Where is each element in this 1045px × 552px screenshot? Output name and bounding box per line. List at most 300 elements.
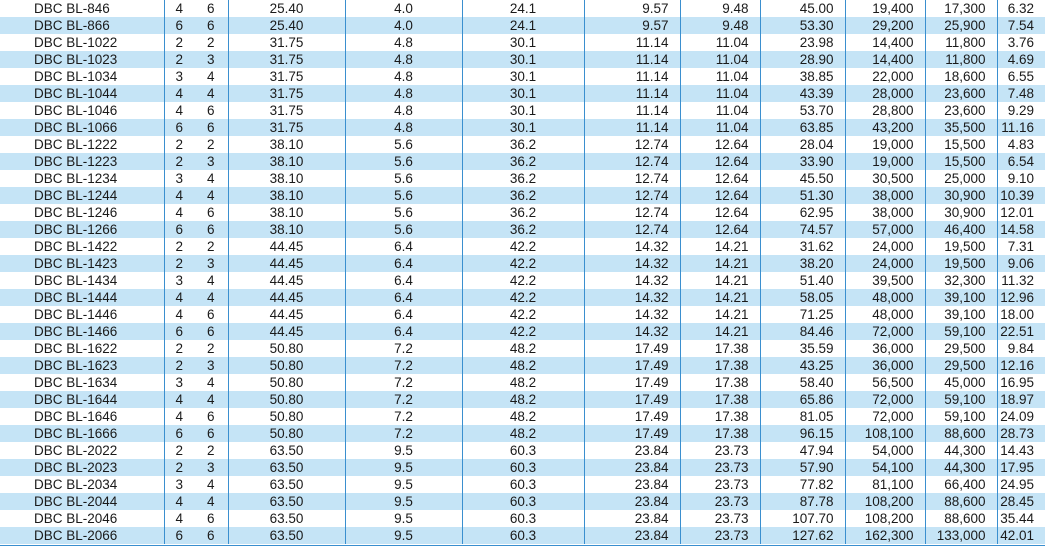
cell-lacing-b: 4 [194, 85, 228, 102]
cell-lacing-a: 6 [164, 119, 194, 136]
cell-lacing-a: 2 [164, 51, 194, 68]
cell-working-load: 25,900 [925, 17, 997, 34]
cell-pin-diameter: 14.32 [584, 238, 680, 255]
cell-tensile-strength: 22,000 [845, 68, 925, 85]
cell-pin-diameter: 9.57 [584, 17, 680, 34]
cell-pin-length: 23.73 [680, 527, 760, 544]
cell-overall-width: 57.90 [760, 459, 845, 476]
cell-link-plate-thickness: 5.6 [345, 153, 462, 170]
cell-tensile-strength: 72,000 [845, 391, 925, 408]
cell-tensile-strength: 108,200 [845, 493, 925, 510]
cell-link-plate-thickness: 4.8 [345, 68, 462, 85]
cell-lacing-b: 3 [194, 255, 228, 272]
cell-overall-width: 51.40 [760, 272, 845, 289]
cell-lacing-b: 6 [194, 17, 228, 34]
cell-pin-diameter: 12.74 [584, 221, 680, 238]
cell-lacing-a: 2 [164, 459, 194, 476]
table-row [0, 289, 1045, 306]
cell-chain-no: DBC BL-1022 [34, 35, 118, 50]
cell-pin-length: 11.04 [680, 102, 760, 119]
cell-pin-length: 14.21 [680, 255, 760, 272]
table-row [0, 527, 1045, 544]
table-row [0, 51, 1045, 68]
cell-overall-width: 127.62 [760, 527, 845, 544]
cell-chain-no: DBC BL-1644 [0, 391, 164, 408]
cell-pin-length: 12.64 [680, 204, 760, 221]
cell-weight: 24.95 [997, 476, 1045, 493]
cell-pin-length: 14.21 [680, 306, 760, 323]
cell-weight: 18.00 [997, 306, 1045, 323]
cell-overall-width: 43.39 [760, 85, 845, 102]
cell-lacing-a: 4 [164, 289, 194, 306]
cell-pitch: 31.75 [228, 68, 345, 85]
cell-chain-no: DBC BL-1246 [34, 205, 118, 220]
cell-weight: 12.01 [997, 204, 1045, 221]
cell-working-load: 23,600 [925, 85, 997, 102]
cell-pin-length: 17.38 [680, 391, 760, 408]
cell-overall-width: 77.82 [760, 476, 845, 493]
cell-link-plate-thickness: 7.2 [345, 357, 462, 374]
cell-lacing-b: 6 [194, 221, 228, 238]
cell-pin-diameter: 23.84 [584, 527, 680, 544]
cell-tensile-strength: 81,100 [845, 476, 925, 493]
cell-lacing-b: 2 [206, 443, 215, 458]
cell-plate-height: 36.2 [462, 153, 584, 170]
cell-lacing-a: 4 [164, 306, 194, 323]
cell-pin-diameter: 23.84 [584, 442, 680, 459]
cell-working-load: 32,300 [925, 272, 997, 289]
table-row [0, 442, 1045, 459]
cell-pin-length: 17.38 [680, 340, 760, 357]
cell-tensile-strength: 54,100 [845, 459, 925, 476]
cell-plate-height: 60.3 [462, 459, 584, 476]
cell-pitch: 63.50 [228, 527, 345, 544]
cell-weight: 9.06 [997, 255, 1045, 272]
cell-plate-height: 60.3 [462, 476, 584, 493]
cell-link-plate-thickness: 9.5 [345, 459, 462, 476]
table-row [0, 476, 1045, 493]
cell-pin-diameter: 12.74 [584, 187, 680, 204]
cell-lacing-a: 4 [164, 85, 194, 102]
cell-link-plate-thickness: 7.2 [345, 374, 462, 391]
cell-pin-length: 11.04 [680, 85, 760, 102]
cell-tensile-strength: 19,400 [845, 0, 925, 17]
cell-pitch: 31.75 [228, 85, 345, 102]
cell-plate-height: 36.2 [462, 136, 584, 153]
cell-overall-width: 43.25 [760, 357, 845, 374]
cell-tensile-strength: 39,500 [845, 272, 925, 289]
cell-overall-width: 28.90 [760, 51, 845, 68]
cell-link-plate-thickness: 4.0 [345, 0, 462, 17]
cell-chain-no: DBC BL-1223 [0, 153, 164, 170]
cell-lacing-b: 2 [206, 137, 215, 152]
cell-working-load: 39,100 [925, 289, 997, 306]
cell-pin-length: 23.73 [680, 442, 760, 459]
cell-pitch: 38.10 [228, 153, 345, 170]
cell-pin-diameter: 23.84 [584, 493, 680, 510]
cell-overall-width: 65.86 [760, 391, 845, 408]
table-row [0, 102, 1045, 119]
cell-lacing-b: 3 [194, 357, 228, 374]
cell-pitch: 44.45 [228, 289, 345, 306]
cell-plate-height: 42.2 [462, 289, 584, 306]
cell-tensile-strength: 30,500 [845, 170, 925, 187]
cell-link-plate-thickness: 6.4 [345, 238, 462, 255]
cell-lacing-a: 3 [164, 68, 194, 85]
cell-tensile-strength: 72,000 [845, 323, 925, 340]
cell-plate-height: 30.1 [462, 85, 584, 102]
cell-link-plate-thickness: 9.5 [345, 493, 462, 510]
cell-plate-height: 48.2 [462, 425, 584, 442]
cell-pin-length: 17.38 [680, 357, 760, 374]
cell-lacing-b: 4 [206, 171, 215, 186]
cell-weight: 14.58 [997, 221, 1045, 238]
cell-lacing-b: 2 [206, 35, 215, 50]
cell-overall-width: 96.15 [760, 425, 845, 442]
cell-working-load: 59,100 [925, 408, 997, 425]
cell-working-load: 88,600 [925, 493, 997, 510]
cell-overall-width: 38.20 [760, 255, 845, 272]
cell-lacing-a: 4 [164, 510, 194, 527]
cell-chain-no: DBC BL-1446 [34, 307, 118, 322]
cell-chain-no: DBC BL-1234 [34, 171, 118, 186]
cell-tensile-strength: 29,200 [845, 17, 925, 34]
cell-weight: 9.84 [997, 340, 1045, 357]
table-row [0, 340, 1045, 357]
cell-plate-height: 60.3 [462, 493, 584, 510]
cell-link-plate-thickness: 7.2 [345, 408, 462, 425]
cell-lacing-b: 4 [206, 69, 215, 84]
cell-lacing-b: 4 [194, 391, 228, 408]
cell-lacing-a: 2 [164, 255, 194, 272]
cell-overall-width: 62.95 [760, 204, 845, 221]
cell-working-load: 46,400 [925, 221, 997, 238]
cell-weight: 18.97 [997, 391, 1045, 408]
cell-chain-no: DBC BL-1244 [0, 187, 164, 204]
cell-pitch: 44.45 [228, 238, 345, 255]
cell-link-plate-thickness: 6.4 [345, 289, 462, 306]
cell-plate-height: 48.2 [462, 374, 584, 391]
cell-lacing-a: 4 [164, 391, 194, 408]
cell-working-load: 25,000 [925, 170, 997, 187]
cell-lacing-a: 6 [164, 323, 194, 340]
cell-pin-diameter: 17.49 [584, 425, 680, 442]
table-row [0, 17, 1045, 34]
cell-lacing-b: 6 [206, 103, 215, 118]
cell-weight: 17.95 [997, 459, 1045, 476]
cell-chain-no: DBC BL-1034 [34, 69, 118, 84]
cell-weight: 4.83 [997, 136, 1045, 153]
table-row [0, 357, 1045, 374]
cell-link-plate-thickness: 5.6 [345, 221, 462, 238]
cell-weight: 24.09 [997, 408, 1045, 425]
cell-pin-diameter: 11.14 [584, 102, 680, 119]
cell-chain-no: DBC BL-1422 [34, 239, 118, 254]
cell-working-load: 15,500 [925, 136, 997, 153]
cell-link-plate-thickness: 5.6 [345, 136, 462, 153]
cell-plate-height: 30.1 [462, 68, 584, 85]
cell-working-load: 44,300 [925, 442, 997, 459]
cell-tensile-strength: 19,000 [845, 153, 925, 170]
cell-pitch: 25.40 [228, 0, 345, 17]
cell-overall-width: 58.05 [760, 289, 845, 306]
cell-working-load: 59,100 [925, 391, 997, 408]
cell-overall-width: 47.94 [760, 442, 845, 459]
cell-lacing-a: 2 [164, 442, 194, 459]
cell-chain-no: DBC BL-2022 [34, 443, 118, 458]
cell-pin-length: 14.21 [680, 323, 760, 340]
table-row [0, 272, 1045, 289]
cell-pin-length: 12.64 [680, 221, 760, 238]
cell-plate-height: 36.2 [462, 204, 584, 221]
cell-pin-diameter: 11.14 [584, 51, 680, 68]
cell-weight: 12.16 [997, 357, 1045, 374]
table-row [0, 85, 1045, 102]
cell-pin-diameter: 17.49 [584, 391, 680, 408]
cell-chain-no: DBC BL-2046 [34, 511, 118, 526]
cell-lacing-b: 6 [206, 1, 215, 16]
cell-lacing-b: 4 [194, 493, 228, 510]
cell-plate-height: 30.1 [462, 51, 584, 68]
cell-tensile-strength: 54,000 [845, 442, 925, 459]
cell-lacing-b: 4 [206, 273, 215, 288]
cell-pin-diameter: 11.14 [584, 119, 680, 136]
cell-link-plate-thickness: 4.8 [345, 51, 462, 68]
cell-lacing-b: 4 [206, 477, 215, 492]
cell-pitch: 38.10 [228, 136, 345, 153]
cell-overall-width: 28.04 [760, 136, 845, 153]
cell-weight: 22.51 [997, 323, 1045, 340]
cell-lacing-a: 2 [164, 340, 194, 357]
cell-tensile-strength: 38,000 [845, 187, 925, 204]
cell-pin-diameter: 9.57 [584, 0, 680, 17]
cell-link-plate-thickness: 7.2 [345, 391, 462, 408]
cell-plate-height: 30.1 [462, 102, 584, 119]
cell-pin-diameter: 17.49 [584, 340, 680, 357]
cell-weight: 14.43 [997, 442, 1045, 459]
cell-lacing-a: 2 [164, 136, 194, 153]
cell-link-plate-thickness: 5.6 [345, 204, 462, 221]
cell-weight: 11.32 [997, 272, 1045, 289]
cell-pin-length: 17.38 [680, 425, 760, 442]
cell-pin-length: 9.48 [680, 17, 760, 34]
cell-tensile-strength: 24,000 [845, 255, 925, 272]
table-row [0, 221, 1045, 238]
cell-plate-height: 48.2 [462, 357, 584, 374]
cell-pitch: 31.75 [228, 51, 345, 68]
cell-pitch: 63.50 [228, 459, 345, 476]
cell-pin-diameter: 12.74 [584, 170, 680, 187]
cell-pin-length: 11.04 [680, 119, 760, 136]
cell-pin-length: 23.73 [680, 493, 760, 510]
cell-pin-length: 12.64 [680, 153, 760, 170]
cell-chain-no: DBC BL-1623 [0, 357, 164, 374]
cell-pin-diameter: 23.84 [584, 510, 680, 527]
cell-chain-no: DBC BL-1423 [0, 255, 164, 272]
cell-tensile-strength: 56,500 [845, 374, 925, 391]
cell-working-load: 29,500 [925, 357, 997, 374]
cell-lacing-b: 6 [194, 323, 228, 340]
cell-pin-diameter: 11.14 [584, 68, 680, 85]
cell-pin-diameter: 12.74 [584, 153, 680, 170]
cell-chain-no: DBC BL-1044 [0, 85, 164, 102]
cell-lacing-a: 4 [164, 204, 194, 221]
cell-pitch: 25.40 [228, 17, 345, 34]
cell-chain-no: DBC BL-1066 [0, 119, 164, 136]
cell-chain-no: DBC BL-1023 [0, 51, 164, 68]
cell-tensile-strength: 43,200 [845, 119, 925, 136]
cell-pin-diameter: 14.32 [584, 289, 680, 306]
cell-plate-height: 24.1 [462, 17, 584, 34]
cell-link-plate-thickness: 4.8 [345, 85, 462, 102]
cell-lacing-b: 4 [194, 187, 228, 204]
cell-pitch: 50.80 [228, 408, 345, 425]
table-row [0, 0, 1045, 17]
cell-plate-height: 60.3 [462, 442, 584, 459]
cell-weight: 42.01 [997, 527, 1045, 544]
cell-lacing-b: 6 [194, 119, 228, 136]
cell-lacing-a: 2 [164, 238, 194, 255]
cell-link-plate-thickness: 6.4 [345, 255, 462, 272]
cell-pitch: 44.45 [228, 306, 345, 323]
cell-tensile-strength: 108,200 [845, 510, 925, 527]
cell-link-plate-thickness: 7.2 [345, 340, 462, 357]
cell-plate-height: 36.2 [462, 221, 584, 238]
cell-lacing-a: 6 [164, 527, 194, 544]
cell-weight: 6.32 [997, 0, 1045, 17]
cell-pin-length: 23.73 [680, 476, 760, 493]
cell-lacing-a: 3 [164, 476, 194, 493]
cell-pin-diameter: 14.32 [584, 255, 680, 272]
cell-lacing-a: 4 [164, 493, 194, 510]
cell-link-plate-thickness: 6.4 [345, 323, 462, 340]
cell-pitch: 31.75 [228, 102, 345, 119]
cell-working-load: 17,300 [925, 0, 997, 17]
cell-working-load: 66,400 [925, 476, 997, 493]
cell-chain-no: DBC BL-1444 [0, 289, 164, 306]
cell-pitch: 50.80 [228, 357, 345, 374]
cell-lacing-a: 6 [164, 425, 194, 442]
cell-link-plate-thickness: 7.2 [345, 425, 462, 442]
cell-working-load: 39,100 [925, 306, 997, 323]
cell-overall-width: 58.40 [760, 374, 845, 391]
cell-link-plate-thickness: 4.0 [345, 17, 462, 34]
cell-working-load: 44,300 [925, 459, 997, 476]
cell-chain-no: DBC BL-1434 [34, 273, 118, 288]
table-row [0, 136, 1045, 153]
cell-pin-length: 17.38 [680, 374, 760, 391]
cell-plate-height: 42.2 [462, 238, 584, 255]
cell-working-load: 30,900 [925, 187, 997, 204]
cell-overall-width: 38.85 [760, 68, 845, 85]
cell-overall-width: 84.46 [760, 323, 845, 340]
cell-pin-length: 14.21 [680, 238, 760, 255]
cell-overall-width: 107.70 [760, 510, 845, 527]
cell-pin-length: 11.04 [680, 34, 760, 51]
table-row [0, 153, 1045, 170]
cell-tensile-strength: 14,400 [845, 34, 925, 51]
cell-chain-no: DBC BL-1466 [0, 323, 164, 340]
cell-plate-height: 48.2 [462, 391, 584, 408]
cell-pin-length: 23.73 [680, 459, 760, 476]
cell-plate-height: 60.3 [462, 527, 584, 544]
cell-working-load: 133,000 [925, 527, 997, 544]
cell-pin-diameter: 14.32 [584, 306, 680, 323]
cell-weight: 10.39 [997, 187, 1045, 204]
cell-lacing-b: 2 [206, 341, 215, 356]
cell-pin-length: 12.64 [680, 170, 760, 187]
cell-weight: 9.10 [997, 170, 1045, 187]
cell-pitch: 38.10 [228, 187, 345, 204]
cell-tensile-strength: 72,000 [845, 408, 925, 425]
cell-lacing-a: 4 [164, 408, 194, 425]
cell-pin-diameter: 17.49 [584, 374, 680, 391]
table-row [0, 204, 1045, 221]
cell-weight: 7.31 [997, 238, 1045, 255]
table-row [0, 391, 1045, 408]
cell-chain-no: DBC BL-1646 [34, 409, 118, 424]
cell-lacing-a: 6 [164, 17, 194, 34]
cell-tensile-strength: 48,000 [845, 306, 925, 323]
cell-pin-length: 14.21 [680, 272, 760, 289]
cell-chain-no: DBC BL-866 [0, 17, 164, 34]
cell-overall-width: 33.90 [760, 153, 845, 170]
cell-lacing-a: 4 [164, 102, 194, 119]
cell-lacing-a: 2 [164, 153, 194, 170]
cell-tensile-strength: 48,000 [845, 289, 925, 306]
cell-tensile-strength: 38,000 [845, 204, 925, 221]
cell-pitch: 38.10 [228, 204, 345, 221]
table-row [0, 306, 1045, 323]
cell-overall-width: 45.50 [760, 170, 845, 187]
cell-chain-no: DBC BL-2034 [34, 477, 118, 492]
cell-lacing-a: 3 [164, 170, 194, 187]
cell-pin-diameter: 12.74 [584, 136, 680, 153]
cell-pin-diameter: 17.49 [584, 357, 680, 374]
table-row [0, 68, 1045, 85]
cell-tensile-strength: 19,000 [845, 136, 925, 153]
cell-overall-width: 35.59 [760, 340, 845, 357]
cell-pitch: 31.75 [228, 34, 345, 51]
cell-working-load: 88,600 [925, 510, 997, 527]
cell-weight: 35.44 [997, 510, 1045, 527]
cell-chain-no: DBC BL-2023 [0, 459, 164, 476]
cell-pitch: 38.10 [228, 221, 345, 238]
cell-pin-length: 14.21 [680, 289, 760, 306]
table-row [0, 238, 1045, 255]
cell-tensile-strength: 162,300 [845, 527, 925, 544]
cell-pin-diameter: 17.49 [584, 408, 680, 425]
cell-pitch: 38.10 [228, 170, 345, 187]
cell-overall-width: 87.78 [760, 493, 845, 510]
cell-plate-height: 48.2 [462, 408, 584, 425]
cell-weight: 7.48 [997, 85, 1045, 102]
cell-overall-width: 45.00 [760, 0, 845, 17]
cell-lacing-b: 6 [206, 511, 215, 526]
cell-plate-height: 42.2 [462, 255, 584, 272]
cell-pitch: 50.80 [228, 340, 345, 357]
cell-pin-length: 23.73 [680, 510, 760, 527]
table-row [0, 374, 1045, 391]
cell-working-load: 18,600 [925, 68, 997, 85]
bottom-rule [0, 545, 1045, 546]
cell-overall-width: 81.05 [760, 408, 845, 425]
cell-pin-length: 17.38 [680, 408, 760, 425]
cell-tensile-strength: 108,100 [845, 425, 925, 442]
table-row [0, 34, 1045, 51]
cell-lacing-a: 3 [164, 374, 194, 391]
cell-lacing-a: 2 [164, 357, 194, 374]
